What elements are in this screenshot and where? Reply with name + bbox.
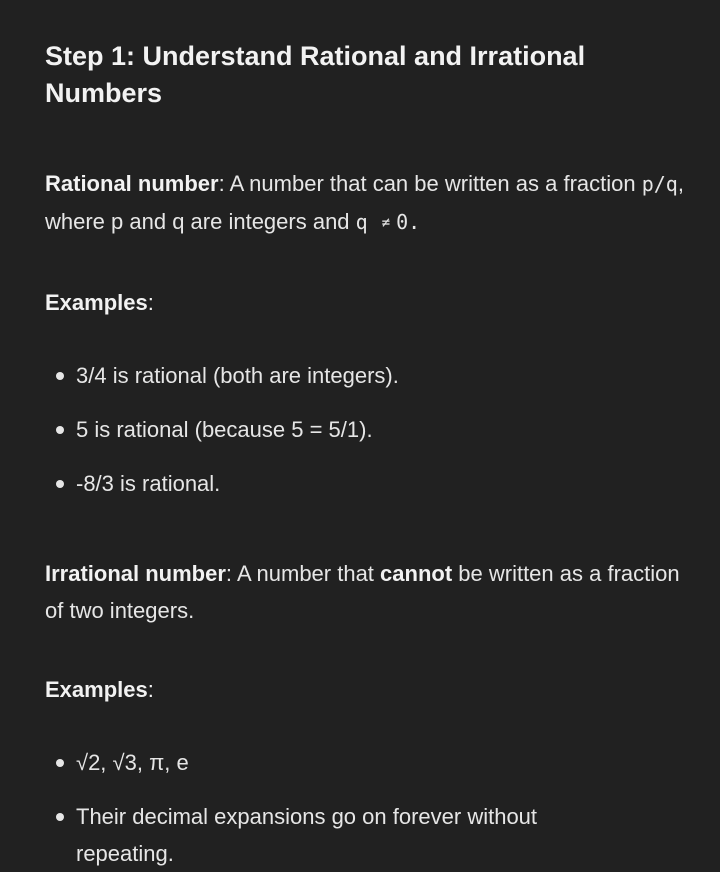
irrational-def-end: be written as a fraction of two integers.: [45, 561, 680, 623]
irrational-definition: [45, 555, 685, 629]
irrational-def-start: A number that: [232, 561, 381, 586]
list-item: -8/3 is rational.: [45, 465, 685, 502]
q-code: q: [355, 210, 368, 234]
rational-examples-heading: [45, 288, 685, 318]
rational-def-mid: , where p and q are integers and: [45, 171, 684, 234]
fraction-code: p/q: [641, 172, 678, 196]
list-item: 3/4 is rational (both are integers).: [45, 357, 685, 394]
irrational-term: Irrational number: [45, 561, 226, 586]
rational-term: Rational number: [45, 171, 219, 196]
rational-definition: [45, 165, 685, 242]
list-item: √2, √3, π, e: [45, 744, 685, 781]
answer-content: [45, 38, 685, 872]
irrational-examples-list: [45, 744, 685, 872]
rational-examples-label: Examples: [45, 290, 148, 315]
irrational-emphasis: cannot: [380, 561, 453, 586]
irrational-colon: :: [225, 561, 233, 586]
not-equal-symbol: ≠: [381, 215, 391, 231]
irrational-examples-label: Examples: [45, 677, 148, 702]
zero-code: 0.: [396, 210, 421, 234]
rational-examples-list: [45, 357, 685, 502]
irrational-examples-heading: [45, 675, 685, 705]
rational-examples-colon: :: [147, 290, 154, 315]
list-item: 5 is rational (because 5 = 5/1).: [45, 411, 685, 448]
list-item: Their decimal expansions go on forever without repeating.: [45, 798, 685, 872]
step-title: Step 1: Understand Rational and Irrational Numbers: [45, 41, 586, 108]
rational-colon: :: [218, 171, 225, 196]
rational-def-start: A number that can be written as a fraction: [224, 171, 642, 196]
irrational-examples-colon: :: [147, 677, 154, 702]
